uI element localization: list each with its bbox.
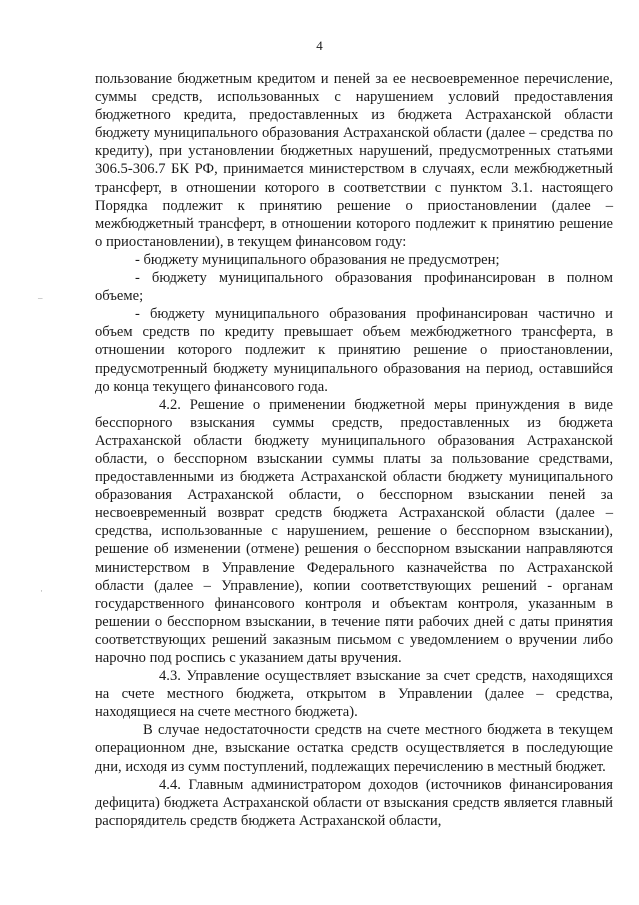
document-body [95,70,613,830]
paragraph-4-3-insufficient-funds: В случае недостаточности средств на счете местного бюджета в текущем операционном дне, взыскание остатка средств осуществляется в последующие дни, исходя из сумм поступлений, подлежащих перечислению в местный бюджет. [95,722,613,775]
paragraph-4-3: 4.3. Управление осуществляет взыскание за счет средств, находящихся на счете местного бюджета, открытом в Управлении (далее – средства, находящиеся на счете местного бюджета). [95,668,613,721]
bullet-partially-financed: - бюджету муниципального образования профинансирован частично и объем средств по кредиту превышает объем межбюджетного трансферта, в отношении которого подлежит к принятию решение о приостановлении, предусмотренный бюджету муниципального образования на период, оставшийся до конца текущего финансового года. [95,306,613,395]
scan-speck: · [40,586,43,596]
bullet-not-provided: - бюджету муниципального образования не предусмотрен; [135,251,500,268]
paragraph-4-2: 4.2. Решение о применении бюджетной меры принуждения в виде бесспорного взыскания суммы средств, предоставленных из бюджета Астраханской области бюджету муниципального образования Астраханской области, о бесспорном взыскании суммы платы за пользование средствами, предоставленными из бюджета Астраханской области бюджету муниципального образования Астраханской области, о бесспорном взыскании пеней за несвоевременный возврат средств бюджета Астраханской области (далее – средства, использованные с нарушением, решение о бесспорном взыскании), решение об изменении (отмене) решения о бесспорном взыскании направляются министерством в Управление Федерального казначейства по Астраханской области (далее – Управление), копии соответствующих решений - органам государственного финансового контроля и объектам контроля, указанным в решении о бесспорном взыскании, в течение пяти рабочих дней с даты принятия соответствующих решений заказным письмом с уведомлением о вручении либо нарочно под роспись с указанием даты вручения. [95,396,613,666]
paragraph-4-4: 4.4. Главным администратором доходов (источников финансирования дефицита) бюджета Астраханской области от взыскания средств является главный распорядитель средств бюджета Астраханской области, [95,776,613,829]
scan-speck: – [38,293,43,303]
bullet-fully-financed: - бюджету муниципального образования профинансирован в полном объеме; [95,270,613,305]
page-number: 4 [316,38,323,53]
paragraph-continuation: пользование бюджетным кредитом и пеней за ее несвоевременное перечисление, суммы средств, использованных с нарушением условий предоставления бюджетного кредита, предоставленных из бюджета Астраханской области бюджету муниципального образования Астраханской области (далее – средства по кредиту), при установлении бюджетных нарушений, предусмотренных статьями 306.5-306.7 БК РФ, принимается министерством в случаях, если межбюджетный трансферт, в отношении которого в соответствии с пунктом 3.1. настоящего Порядка подлежит к принятию решение о приостановлении (далее – межбюджетный трансферт, в отношении которого подлежит к принятию решение о приостановлении), в текущем финансовом году: [95,71,613,250]
